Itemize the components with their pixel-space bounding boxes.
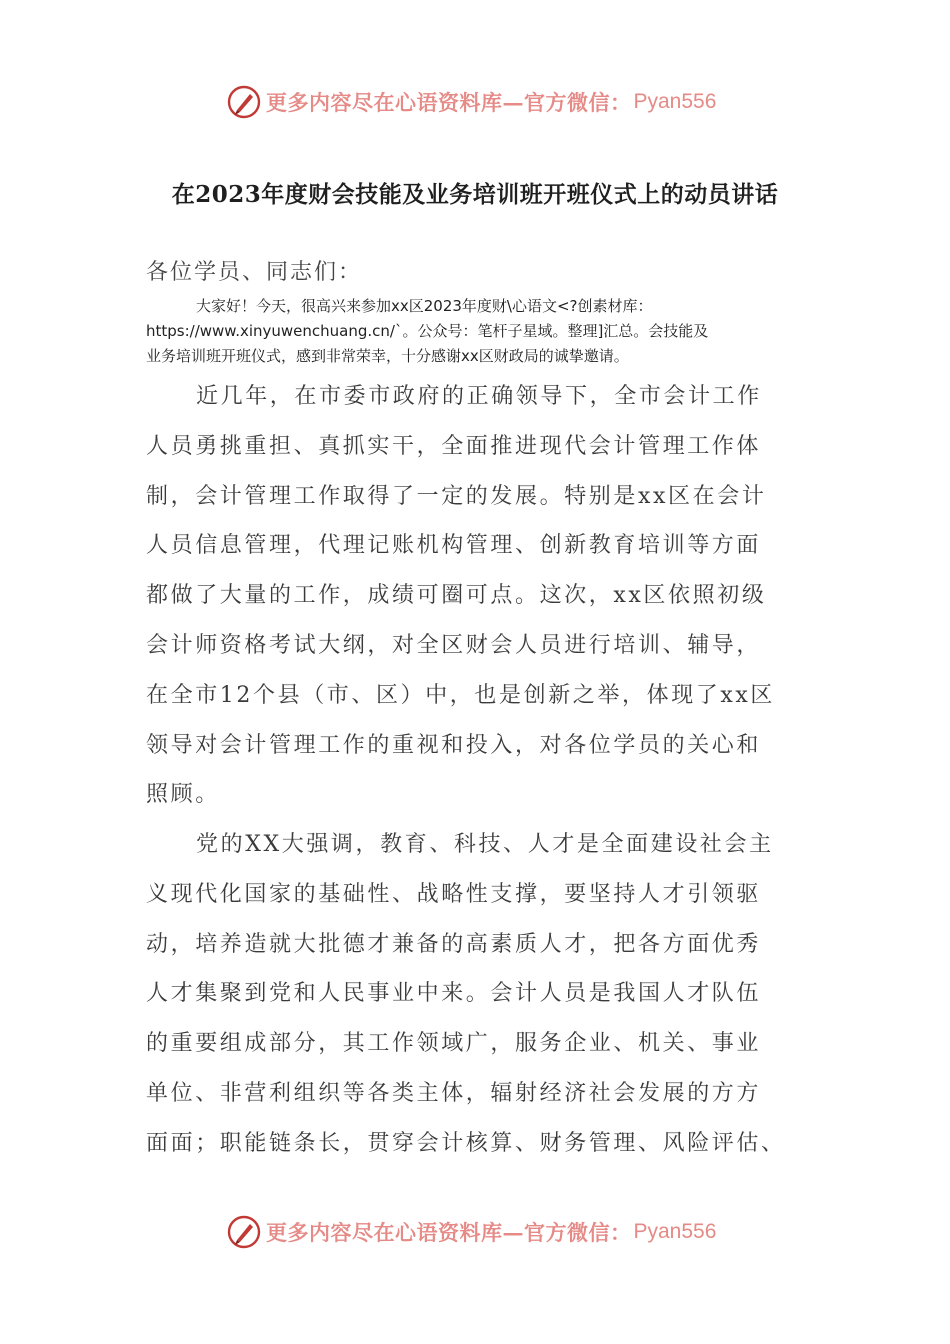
paragraph-line: 人员勇挑重担、真抓实干，全面推进现代会计管理工作体 [146,433,762,459]
document-title: 在2023年度财会技能及业务培训班开班仪式上的动员讲话 [171,181,779,208]
footer-banner [226,1212,716,1252]
paragraph-line: 会计师资格考试大纲，对全区财会人员进行培训、辅导， [146,632,762,658]
paragraph-line: 动，培养造就大批德才兼备的高素质人才，把各方面优秀 [146,931,762,957]
paragraph-line: 单位、非营利组织等各类主体，辐射经济社会发展的方方 [146,1080,762,1106]
pen-logo-icon [226,84,262,120]
body-paragraph-2 [146,820,812,1169]
pen-logo-icon [226,1214,262,1250]
body-paragraph-1 [146,372,812,820]
intro-line: https://www.xinyuwenchuang.cn/`。公众号：笔杆子星域。整理]汇总。会技能及 [146,322,709,340]
paragraph-line: 都做了大量的工作，成绩可圈可点。这次，xx区依照初级 [146,583,767,609]
intro-line: 业务培训班开班仪式，感到非常荣幸，十分感谢xx区财政局的诚挚邀请。 [146,347,629,365]
paragraph-line: 党的XX大强调，教育、科技、人才是全面建设社会主 [196,832,774,857]
paragraph-line: 面面；职能链条长，贯穿会计核算、财务管理、风险评估、 [146,1130,786,1156]
paragraph-line: 的重要组成部分，其工作领域广，服务企业、机关、事业 [146,1031,762,1057]
paragraph-line: 近几年，在市委市政府的正确领导下，全市会计工作 [196,384,762,409]
footer-banner-text: 更多内容尽在心语资料库—官方微信： [266,1220,632,1245]
header-banner-text: 更多内容尽在心语资料库—官方微信： [266,90,632,115]
intro-paragraph [146,294,812,369]
header-banner [226,82,716,122]
footer-wechat-id: Pyan556 [633,1220,717,1243]
paragraph-line: 人才集聚到党和人民事业中来。会计人员是我国人才队伍 [146,981,762,1007]
paragraph-line: 人员信息管理，代理记账机构管理、创新教育培训等方面 [146,533,762,559]
paragraph-line: 照顾。 [146,782,220,808]
paragraph-line: 制，会计管理工作取得了一定的发展。特别是xx区在会计 [146,483,767,509]
intro-line: 大家好！今天，很高兴来参加xx区2023年度财\心语文<?创素材库： [196,297,653,315]
paragraph-line: 义现代化国家的基础性、战略性支撑，要坚持人才引领驱 [146,881,762,907]
paragraph-line: 在全市12个县（市、区）中，也是创新之举，体现了xx区 [146,682,776,708]
header-wechat-id: Pyan556 [633,90,717,113]
salutation: 各位学员、同志们： [146,260,363,285]
paragraph-line: 领导对会计管理工作的重视和投入，对各位学员的关心和 [146,732,762,758]
